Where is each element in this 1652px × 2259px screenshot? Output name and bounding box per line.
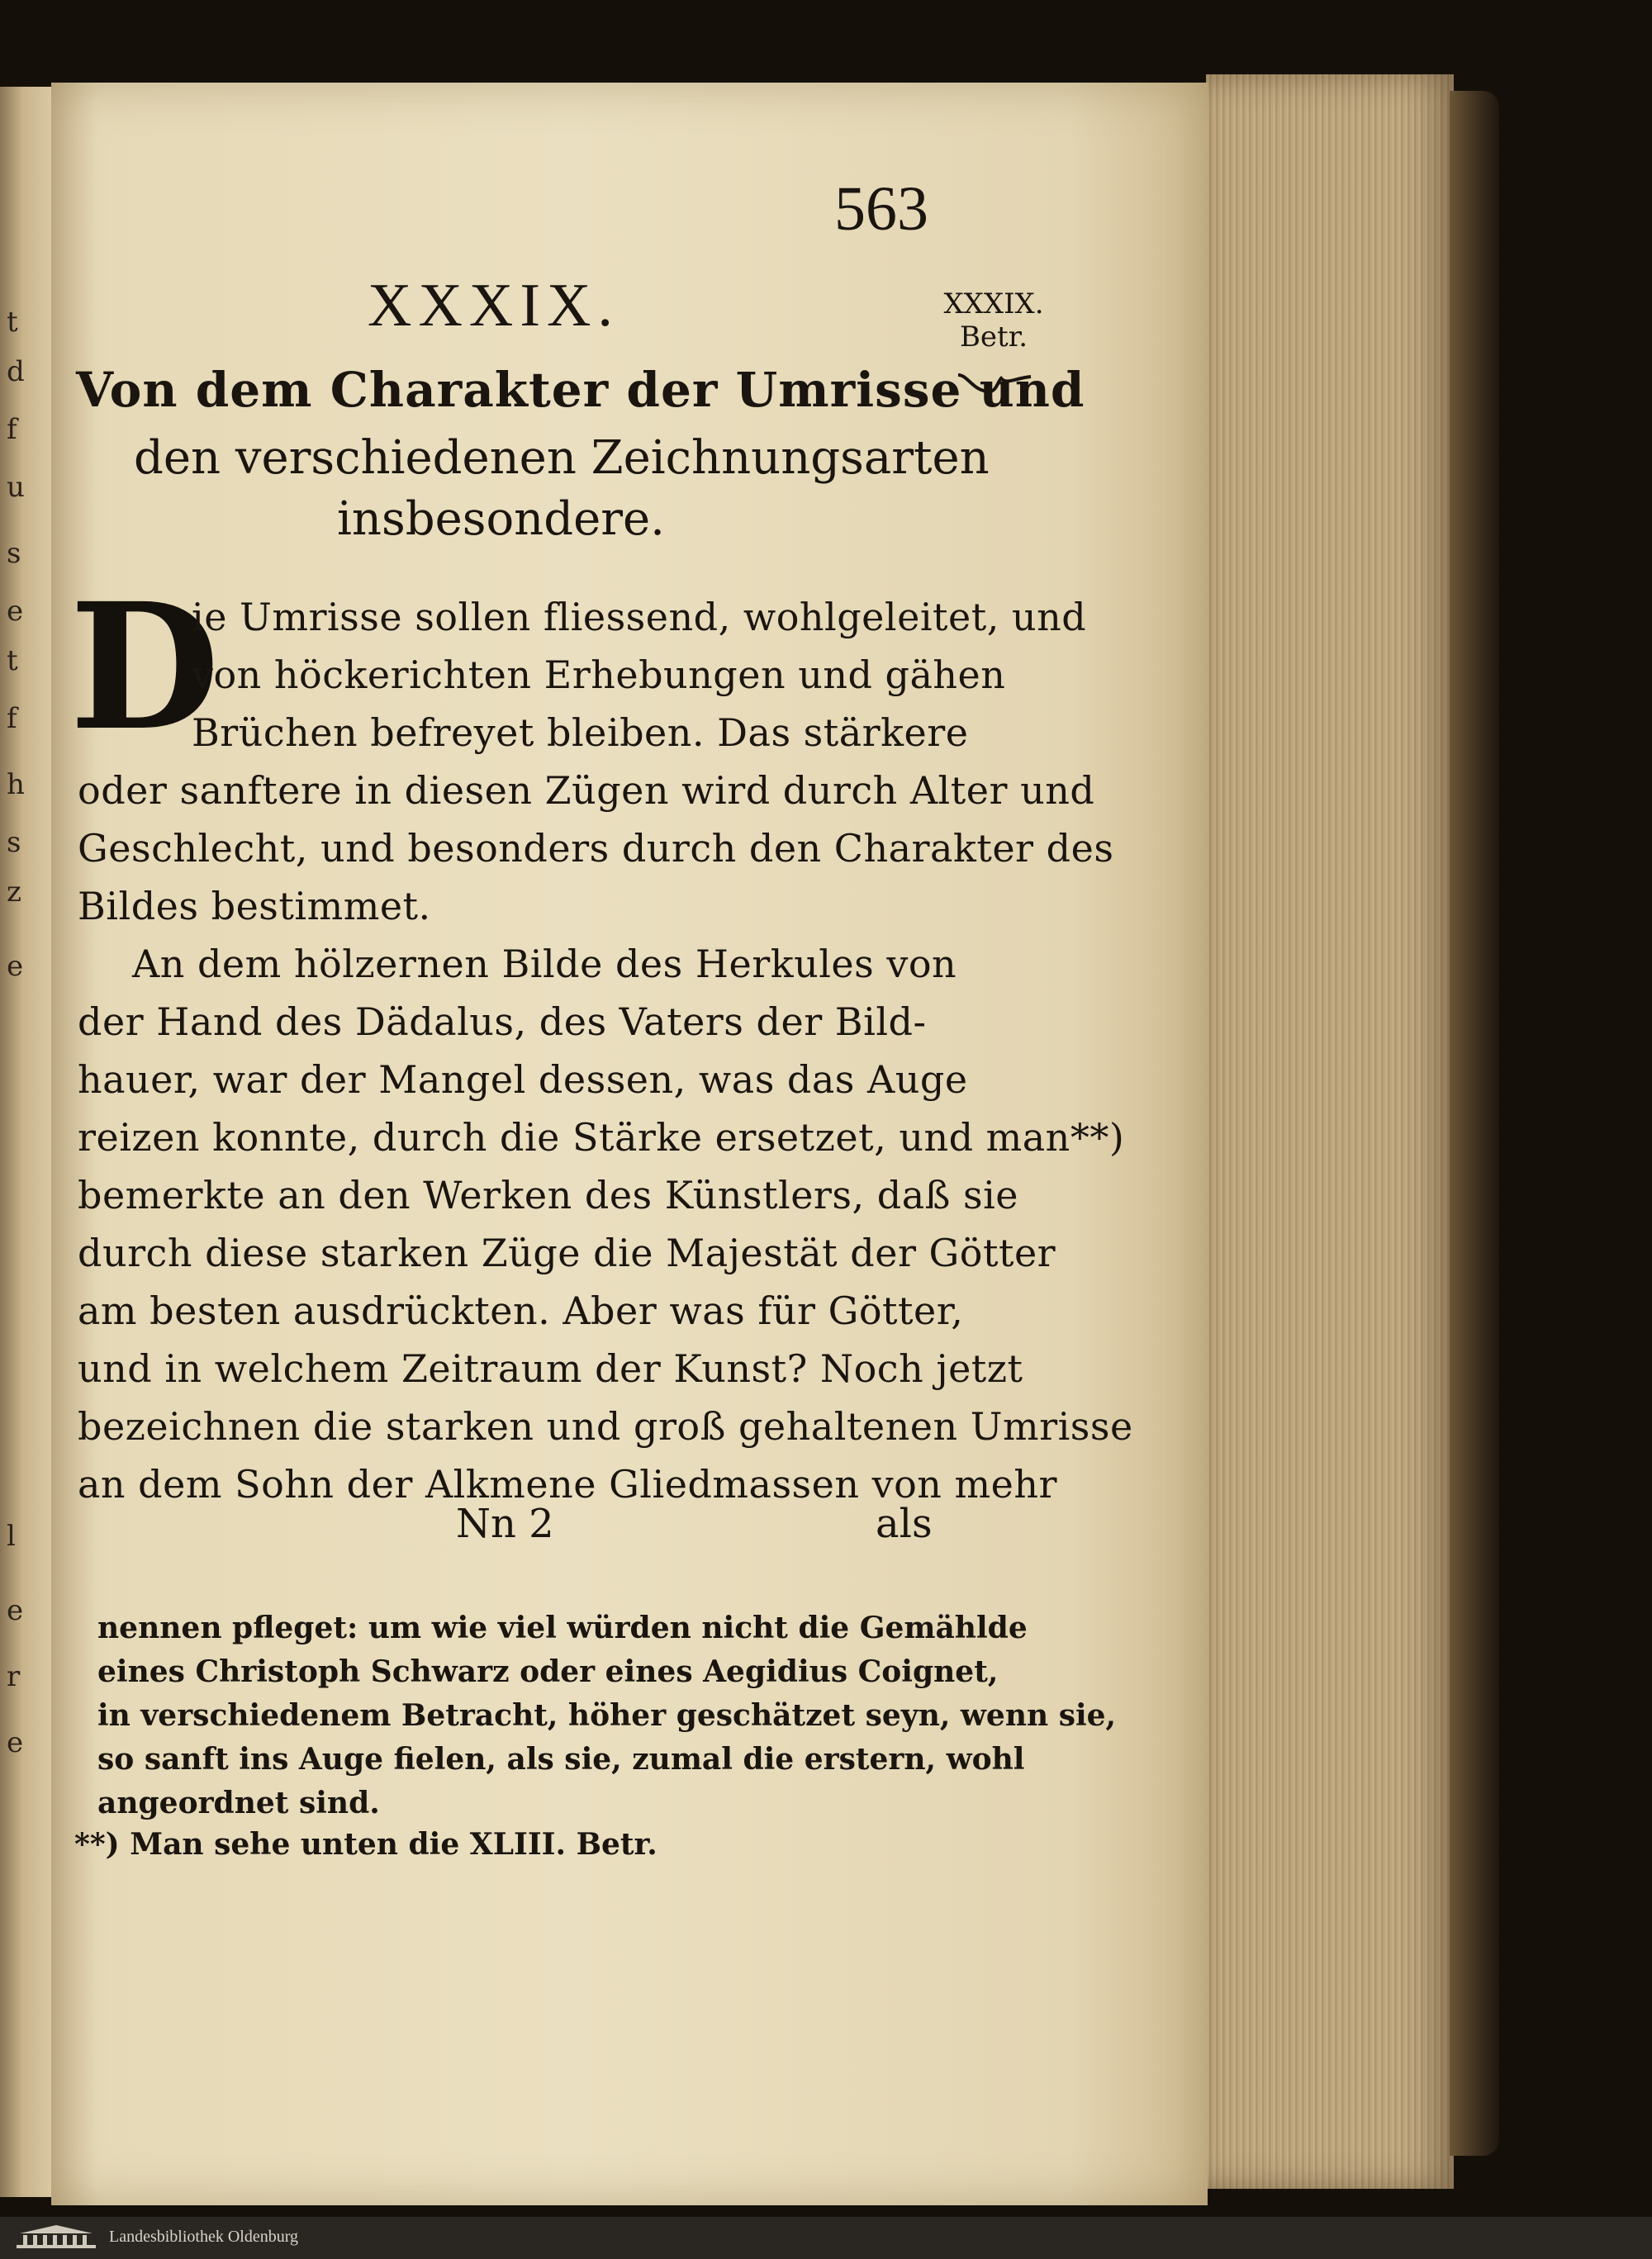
footnote-line: nennen pfleget: um wie viel würden nicht die Gemählde bbox=[97, 1611, 1028, 1645]
footnote-line: in verschiedenem Betracht, höher geschätzet seyn, wenn sie, bbox=[97, 1698, 1117, 1733]
margin-note bbox=[940, 287, 1047, 354]
footnote-line: so sanft ins Auge fielen, als sie, zumal die erstern, wohl bbox=[97, 1742, 1025, 1777]
catchword: als bbox=[876, 1501, 933, 1547]
body-text-line: am besten ausdrückten. Aber was für Götter, bbox=[78, 1288, 964, 1333]
chapter-title-line: Von dem Charakter der Umrisse und bbox=[76, 362, 1085, 418]
previous-page-fragment: t bbox=[7, 306, 18, 339]
body-text-line: und in welchem Zeitraum der Kunst? Noch jetzt bbox=[78, 1346, 1023, 1391]
book-cover-edge bbox=[1450, 91, 1499, 2156]
page-number: 563 bbox=[834, 174, 928, 244]
body-text-line: ie Umrisse sollen fliessend, wohlgeleitet, und bbox=[192, 595, 1087, 639]
chapter-title-line: den verschiedenen Zeichnungsarten bbox=[134, 431, 990, 485]
body-text-line: hauer, war der Mangel dessen, was das Auge bbox=[78, 1057, 968, 1102]
body-text-line: bezeichnen die starken und groß gehaltenen Umrisse bbox=[78, 1404, 1133, 1449]
body-text-line: An dem hölzernen Bilde des Herkules von bbox=[132, 942, 957, 986]
page-block-edges bbox=[1206, 74, 1454, 2189]
previous-page-fragment: s bbox=[7, 826, 21, 859]
footnote-line: **) Man sehe unten die XLIII. Betr. bbox=[74, 1827, 657, 1862]
previous-page-fragment: l bbox=[7, 1520, 16, 1553]
body-text-line: Bildes bestimmet. bbox=[78, 884, 431, 928]
margin-note-line: Betr. bbox=[959, 320, 1028, 354]
body-text-line: durch diese starken Züge die Majestät der Götter bbox=[78, 1231, 1056, 1275]
library-building-logo-icon bbox=[15, 2223, 97, 2252]
body-text-line: von höckerichten Erhebungen und gähen bbox=[192, 653, 1006, 697]
body-text-line: reizen konnte, durch die Stärke ersetzet, und man**) bbox=[78, 1115, 1125, 1160]
previous-page-edge bbox=[0, 87, 51, 2197]
body-text-line: Geschlecht, und besonders durch den Charakter des bbox=[78, 826, 1114, 871]
body-text-line: Brüchen befreyet bleiben. Das stärkere bbox=[192, 710, 969, 755]
drop-cap: D bbox=[69, 565, 221, 769]
body-text-line: bemerkte an den Werken des Künstlers, daß sie bbox=[78, 1173, 1019, 1217]
previous-page-fragment: h bbox=[7, 768, 25, 801]
previous-page-fragment: f bbox=[7, 413, 17, 446]
chapter-number: XXXIX. bbox=[368, 272, 620, 339]
previous-page-fragment: u bbox=[7, 471, 25, 504]
previous-page-fragment: e bbox=[7, 1726, 24, 1759]
previous-page-fragment: t bbox=[7, 644, 18, 677]
previous-page-fragment: e bbox=[7, 595, 24, 628]
previous-page-fragment: e bbox=[7, 950, 24, 983]
footnote-line: angeordnet sind. bbox=[97, 1786, 380, 1820]
signature-mark: Nn 2 bbox=[456, 1501, 554, 1547]
chapter-title-line: insbesondere. bbox=[337, 492, 665, 546]
margin-note-line: XXXIX. bbox=[943, 287, 1044, 320]
previous-page-fragment: e bbox=[7, 1594, 24, 1627]
previous-page-fragment: z bbox=[7, 876, 21, 909]
footer-library-name: Landesbibliothek Oldenburg bbox=[109, 2228, 299, 2246]
previous-page-fragment: s bbox=[7, 537, 21, 570]
body-text-line: der Hand des Dädalus, des Vaters der Bild- bbox=[78, 999, 927, 1044]
previous-page-fragment: d bbox=[7, 355, 25, 388]
previous-page-fragment: r bbox=[7, 1660, 21, 1693]
footnote-line: eines Christoph Schwarz oder eines Aegidius Coignet, bbox=[97, 1654, 999, 1689]
body-text-line: oder sanftere in diesen Zügen wird durch Alter und bbox=[78, 768, 1095, 813]
previous-page-fragment: f bbox=[7, 702, 17, 735]
body-text-line: an dem Sohn der Alkmene Gliedmassen von mehr bbox=[78, 1462, 1058, 1507]
